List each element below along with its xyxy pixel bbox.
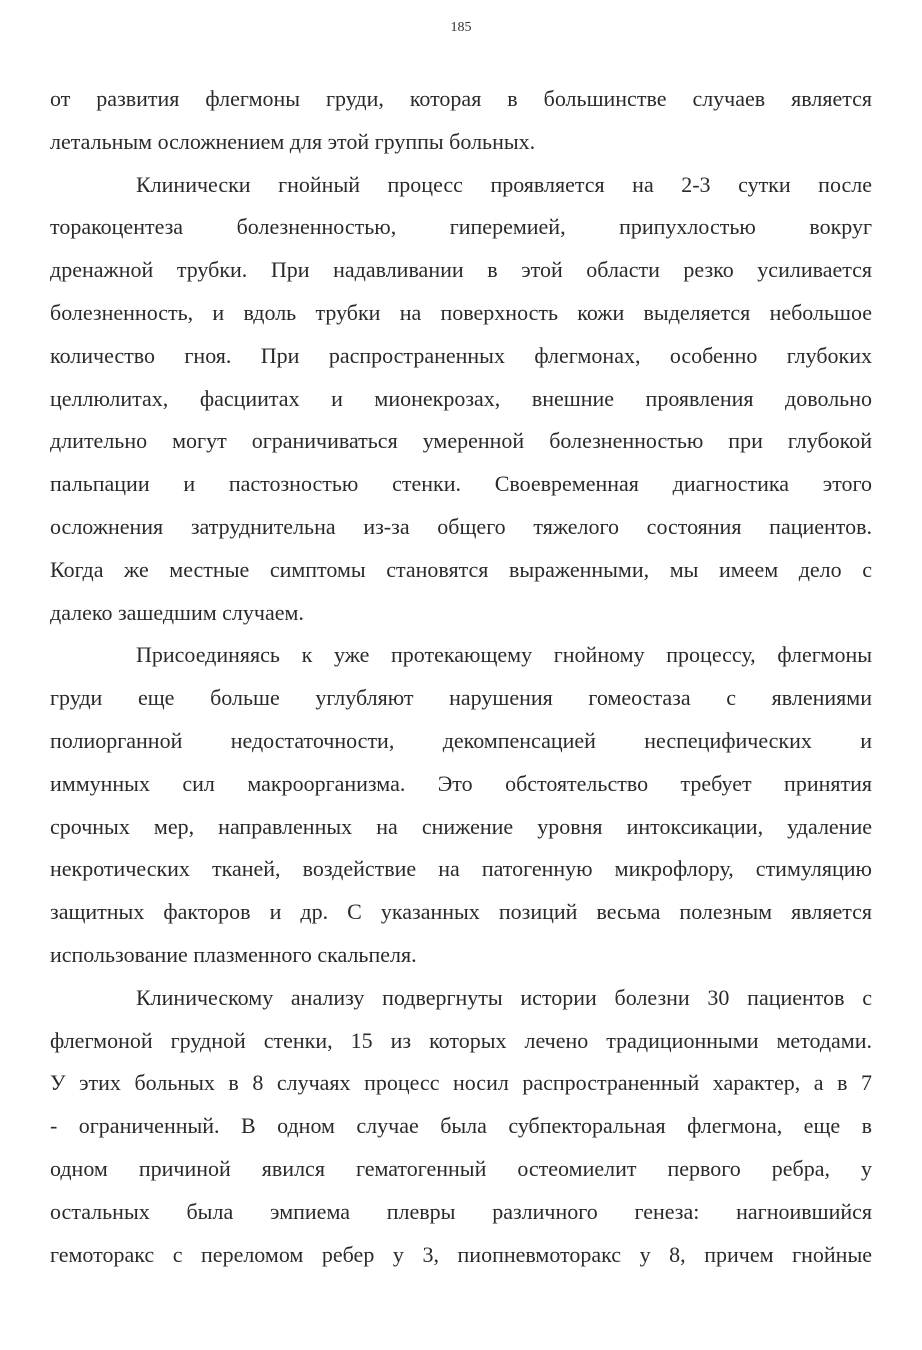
paragraph — [50, 164, 872, 635]
text-line: от развития флегмоны груди, которая в большинстве случаев является — [50, 86, 872, 111]
text-line: болезненность, и вдоль трубки на поверхность кожи выделяется небольшое — [50, 299, 872, 325]
text-line: пальпации и пастозностью стенки. Своевременная диагностика этого — [50, 471, 872, 497]
text-line: количество гноя. При распространенных флегмонах, особенно глубоких — [50, 342, 872, 368]
paragraph — [50, 78, 872, 164]
text-line: срочных мер, направленных на снижение уровня интоксикации, удаление — [50, 813, 872, 839]
text-line: целлюлитах, фасциитах и мионекрозах, внешние проявления довольно — [50, 385, 872, 411]
text-line: использование плазменного скальпеля. — [50, 941, 417, 967]
text-line: дренажной трубки. При надавливании в этой области резко усиливается — [50, 257, 872, 283]
text-line: осложнения затруднительна из-за общего тяжелого состояния пациентов. — [50, 513, 872, 539]
text-line: защитных факторов и др. С указанных позиций весьма полезным является — [50, 899, 872, 925]
paragraph — [50, 634, 872, 976]
text-line: далеко зашедшим случаем. — [50, 599, 304, 625]
text-line: летальным осложнением для этой группы больных. — [50, 128, 536, 154]
text-line: торакоцентеза болезненностью, гиперемией, припухлостью вокруг — [50, 214, 872, 240]
text-line: полиорганной недостаточности, декомпенсацией неспецифических и — [50, 727, 872, 753]
text-line: некротических тканей, воздействие на патогенную микрофлору, стимуляцию — [50, 856, 872, 882]
paragraph — [50, 977, 872, 1277]
text-line: Присоединяясь к уже протекающему гнойному процессу, флегмоны — [136, 642, 872, 668]
document-body — [50, 78, 872, 1276]
text-line: - ограниченный. В одном случае была субпекторальная флегмона, еще в — [50, 1113, 872, 1139]
text-line: длительно могут ограничиваться умеренной болезненностью при глубокой — [50, 428, 872, 454]
text-line: остальных была эмпиема плевры различного генеза: нагноившийся — [50, 1198, 872, 1224]
text-line: Клинически гнойный процесс проявляется на 2-3 сутки после — [136, 171, 872, 197]
text-line: груди еще больше углубляют нарушения гомеостаза с явлениями — [50, 685, 872, 711]
text-line: У этих больных в 8 случаях процесс носил распространенный характер, а в 7 — [50, 1070, 872, 1096]
text-line: Когда же местные симптомы становятся выраженными, мы имеем дело с — [50, 556, 872, 582]
text-line: гемоторакс с переломом ребер у 3, пиопневмоторакс у 8, причем гнойные — [50, 1241, 872, 1267]
text-line: одном причиной явился гематогенный остеомиелит первого ребра, у — [50, 1155, 872, 1181]
text-line: флегмоной грудной стенки, 15 из которых лечено традиционными методами. — [50, 1027, 872, 1053]
text-line: иммунных сил макроорганизма. Это обстоятельство требует принятия — [50, 770, 872, 796]
page-number: 185 — [450, 20, 472, 35]
text-line: Клиническому анализу подвергнуты истории болезни 30 пациентов с — [136, 984, 872, 1010]
